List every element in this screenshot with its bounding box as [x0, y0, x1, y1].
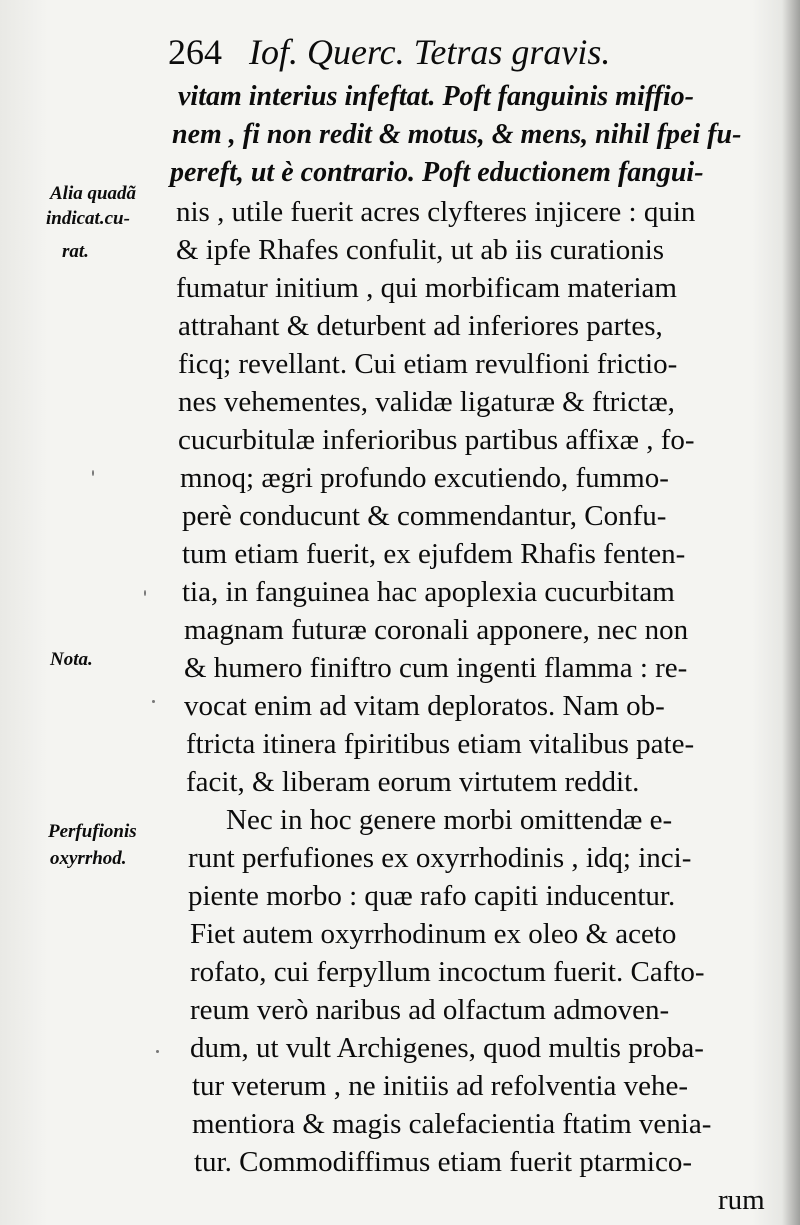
margin-note-line: indicat.cu-: [46, 208, 130, 229]
text-line: ficq; revellant. Cui etiam revulfioni frictio-: [178, 348, 678, 380]
text-line: facit, & liberam eorum virtutem reddit.: [186, 766, 640, 798]
text-line: tum etiam fuerit, ex ejufdem Rhafis fenten-: [182, 538, 686, 570]
catchword: rum: [718, 1184, 765, 1216]
text-line: tia, in fanguinea hac apoplexia cucurbitam: [182, 576, 675, 608]
text-line: runt perfufiones ex oxyrrhodinis , idq; inci-: [188, 842, 692, 874]
paper-speck: [156, 1050, 159, 1053]
margin-note-line: Nota.: [50, 649, 93, 670]
margin-note-line: rat.: [62, 241, 89, 262]
text-line: nem , fi non redit & motus, & mens, nihil fpei fu-: [172, 119, 742, 150]
paper-speck: [144, 590, 146, 596]
text-line: & ipfe Rhafes confulit, ut ab iis curationis: [176, 234, 665, 266]
text-line: nis , utile fuerit acres clyfteres injicere : quin: [176, 196, 696, 228]
text-line: magnam futuræ coronali apponere, nec non: [184, 614, 689, 646]
text-line: reum verò naribus ad olfactum admoven-: [190, 994, 670, 1026]
text-line: rofato, cui ferpyllum incoctum fuerit. Cafto-: [190, 956, 705, 988]
text-line: tur. Commodiffimus etiam fuerit ptarmico-: [194, 1146, 693, 1178]
margin-note-line: Alia quadã: [50, 183, 137, 204]
text-line: mentiora & magis calefacientia ftatim venia-: [192, 1108, 712, 1140]
margin-note-line: Perfufionis: [48, 821, 137, 842]
paper-speck: [92, 470, 94, 476]
text-line: piente morbo : quæ rafo capiti inducentur.: [188, 880, 676, 912]
paper-speck: [152, 700, 155, 703]
text-line: ftricta itinera fpiritibus etiam vitalibus pate-: [186, 728, 695, 760]
page-number: 264: [168, 32, 222, 72]
text-line: tur veterum , ne initiis ad refolventia vehe-: [192, 1070, 689, 1102]
text-line: & humero finiftro cum ingenti flamma : re-: [184, 652, 688, 684]
text-line: Nec in hoc genere morbi omittendæ e-: [226, 804, 673, 836]
text-line: perè conducunt & commendantur, Confu-: [182, 500, 667, 532]
text-line: mnoq; ægri profundo excutiendo, fummo-: [180, 462, 669, 494]
text-line: dum, ut vult Archigenes, quod multis proba-: [190, 1032, 704, 1064]
running-header: [168, 28, 688, 76]
text-line: Fiet autem oxyrrhodinum ex oleo & aceto: [190, 918, 677, 950]
text-line: nes vehementes, validæ ligaturæ & ftrictæ,: [178, 386, 675, 418]
margin-note-line: oxyrrhod.: [50, 848, 127, 869]
text-line: vitam interius infeftat. Poft fanguinis miffio-: [178, 81, 694, 112]
text-line: attrahant & deturbent ad inferiores partes,: [178, 310, 663, 342]
text-line: cucurbitulæ inferioribus partibus affixæ , fo-: [178, 424, 695, 456]
text-line: vocat enim ad vitam deploratos. Nam ob-: [184, 690, 665, 722]
running-title: Iof. Querc. Tetras gravis.: [249, 32, 611, 72]
text-line: fumatur initium , qui morbificam materiam: [176, 272, 677, 304]
page-gutter-shadow: [782, 0, 800, 1225]
text-line: pereft, ut è contrario. Poft eductionem fangui-: [170, 157, 704, 188]
